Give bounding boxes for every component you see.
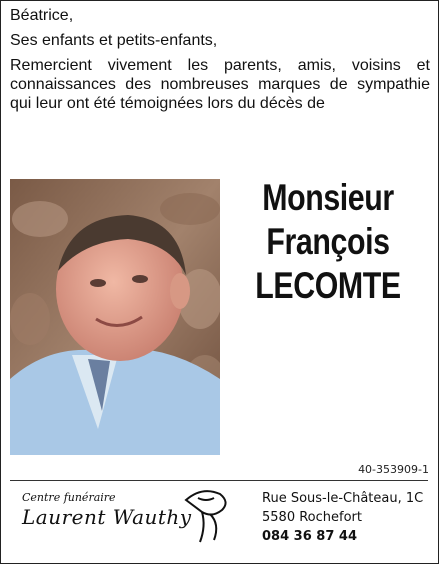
calla-lily-icon	[180, 484, 232, 544]
address-street: Rue Sous-le-Château, 1C	[262, 491, 424, 506]
deceased-first-name: François	[266, 221, 390, 262]
intro-line-family: Ses enfants et petits-enfants,	[10, 32, 218, 49]
intro-line-thanks: Remercient vivement les parents, amis, voisins et connaissances des nombreuses marques de sympathie qui leur ont été témoignées lors du décès de	[10, 57, 430, 112]
funeral-home-address	[262, 489, 423, 546]
funeral-home-label: Centre funéraire	[22, 491, 116, 504]
intro-text	[10, 6, 430, 119]
funeral-home-name: Laurent Wauthy	[22, 505, 192, 529]
address-city: 5580 Rochefort	[262, 510, 362, 525]
portrait-photo	[10, 179, 220, 455]
reference-number: 40-353909-1	[358, 463, 429, 476]
deceased-last-name: LECOMTE	[255, 265, 401, 306]
deceased-title: Monsieur	[262, 177, 394, 218]
divider	[10, 480, 428, 481]
phone-number: 084 36 87 44	[262, 529, 357, 544]
intro-line-spouse: Béatrice,	[10, 7, 74, 24]
deceased-name	[246, 176, 410, 308]
